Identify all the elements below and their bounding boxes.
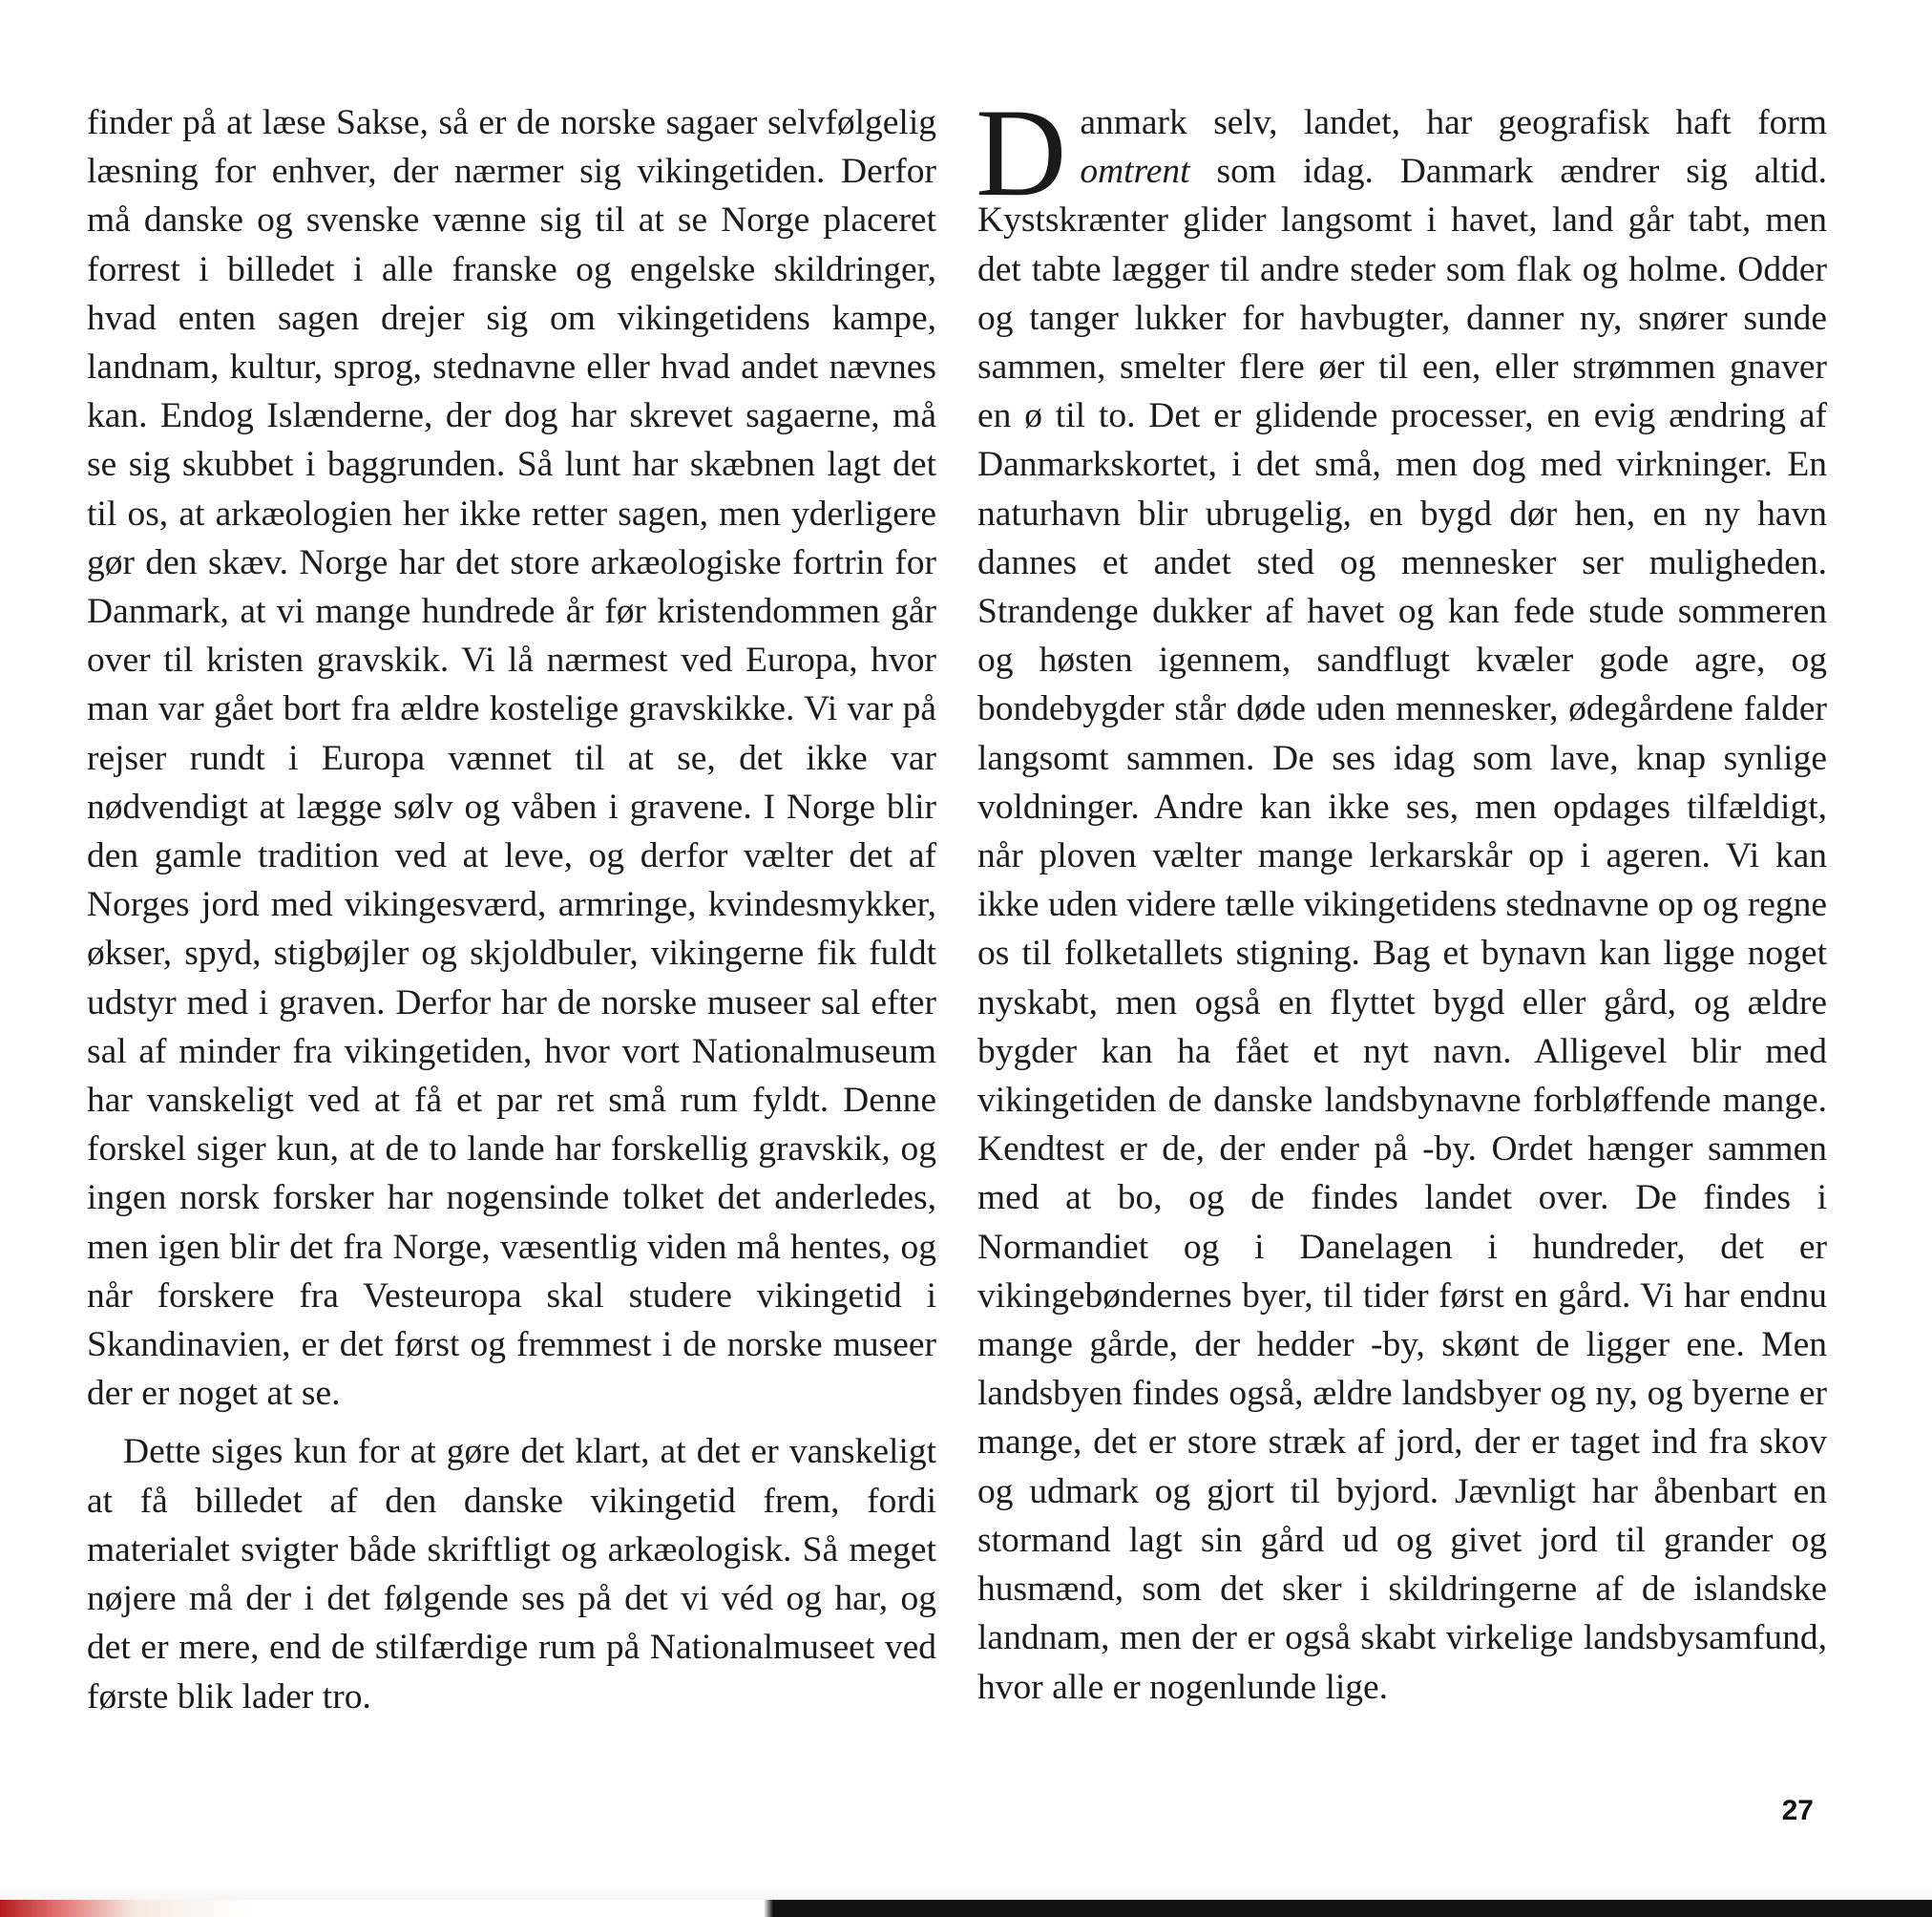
right-paragraph-lead: anmark selv, landet, har geografisk haft form — [1080, 103, 1827, 142]
page-number: 27 — [1781, 1795, 1814, 1826]
left-paragraph-1: finder på at læse Sakse, så er de norske sagaer selvfølgelig læsning for enhver, der nærmer sig vikingetiden. Derfor må danske og svenske vænne sig til at se Norge placeret forrest i billedet i alle franske og engelske skildringer, hvad enten sagen drejer sig om vikingetidens kampe, landnam, kultur, sprog, stednavne eller hvad andet nævnes kan. Endog Islænderne, der dog har skrevet sagaerne, må se sig skubbet i baggrunden. Så lunt har skæbnen lagt det til os, at arkæologien her ikke retter sagen, men yderligere gør den skæv. Norge har det store arkæologiske fortrin for Danmark, at vi mange hundrede år før kristendommen går over til kristen gravskik. Vi lå nærmest ved Europa, hvor man var gået bort fra ældre kostelige gravskikke. Vi var på rejser rundt i Europa vænnet til at se, det ikke var nødvendigt at lægge sølv og våben i gravene. I Norge blir den gamle tradition ved at leve, og derfor vælter det af Norges jord med vikingesværd, armringe, kvindesmykker, økser, spyd, stigbøjler og skjoldbuler, vikingerne fik fuldt udstyr med i graven. Derfor har de norske museer sal efter sal af minder fra vikingetiden, hvor vort Nationalmuseum har vanskeligt ved at få et par ret små rum fyldt. Denne forskel siger kun, at de to lande har forskellig gravskik, og ingen norsk forsker har nogensinde tolket det anderledes, men igen blir det fra Norge, væsentlig viden må hentes, og når forskere fra Vesteuropa skal studere vikingetid i Skandinavien, er det først og fremmest i de norske museer der er noget at se. — [87, 103, 936, 1414]
left-text-column — [87, 98, 936, 1721]
book-bottom-edge — [0, 1900, 1932, 1917]
drop-cap: D — [976, 82, 1067, 222]
right-paragraph — [976, 82, 1827, 1712]
left-paragraph-2: Dette siges kun for at gøre det klart, at det er vanskeligt at få billedet af den danske vikingetid frem, fordi materialet svigter både skriftligt og arkæologisk. Så meget nøjere må der i det følgende ses på det vi véd og har, og det er mere, end de stilfærdige rum på Nationalmuseet ved første blik lader tro. — [87, 1432, 936, 1717]
page-edge-shadow — [0, 1885, 1932, 1900]
right-text-column — [976, 82, 1827, 1712]
right-paragraph-body: som idag. Danmark ændrer sig altid. Kystskrænter glider langsomt i havet, land går tabt, men det tabte lægger til andre steder som flak og holme. Odder og tanger lukker for havbugter, danner ny, snører sunde sammen, smelter flere øer til een, eller strømmen gnaver en ø til to. Det er glidende processer, en evig ændring af Danmarkskortet, i det små, men dog med virkninger. En naturhavn blir ubrugelig, en bygd dør hen, en ny havn dannes et andet sted og mennesker ser muligheden. Strandenge dukker af havet og kan fede stude sommeren og høsten igennem, sandflugt kvæler gode agre, og bondebygder står døde uden mennesker, ødegårdene falder langsomt sammen. De ses idag som lave, knap synlige voldninger. Andre kan ikke ses, men opdages tilfældigt, når ploven vælter mange lerkarskår op i ageren. Vi kan ikke uden videre tælle vikingetidens stednavne op og regne os til folketallets stigning. Bag et bynavn kan ligge noget nyskabt, men også en flyttet bygd eller gård, og ældre bygder kan ha fået et nyt navn. Alligevel blir med vikingetiden de danske landsbynavne forbløffende mange. Kendtest er de, der ender på -by. Ordet hænger sammen med at bo, og de findes landet over. De findes i Normandiet og i Danelagen i hundreder, det er vikingebøndernes byer, til tider først en gård. Vi har endnu mange gårde, der hedder -by, skønt de ligger ene. Men landsbyen findes også, ældre landsbyer og ny, og byerne er mange, det er store stræk af jord, der er taget ind fra skov og udmark og gjort til byjord. Jævnligt har åbenbart en stormand lagt sin gård ud og givet jord til grander og husmænd, som det sker i skildringerne af de islandske landnam, men der er også skabt virkelige landsbysamfund, hvor alle er nogenlunde lige. — [977, 152, 1827, 1707]
right-paragraph-italic-word: omtrent — [1080, 152, 1190, 192]
